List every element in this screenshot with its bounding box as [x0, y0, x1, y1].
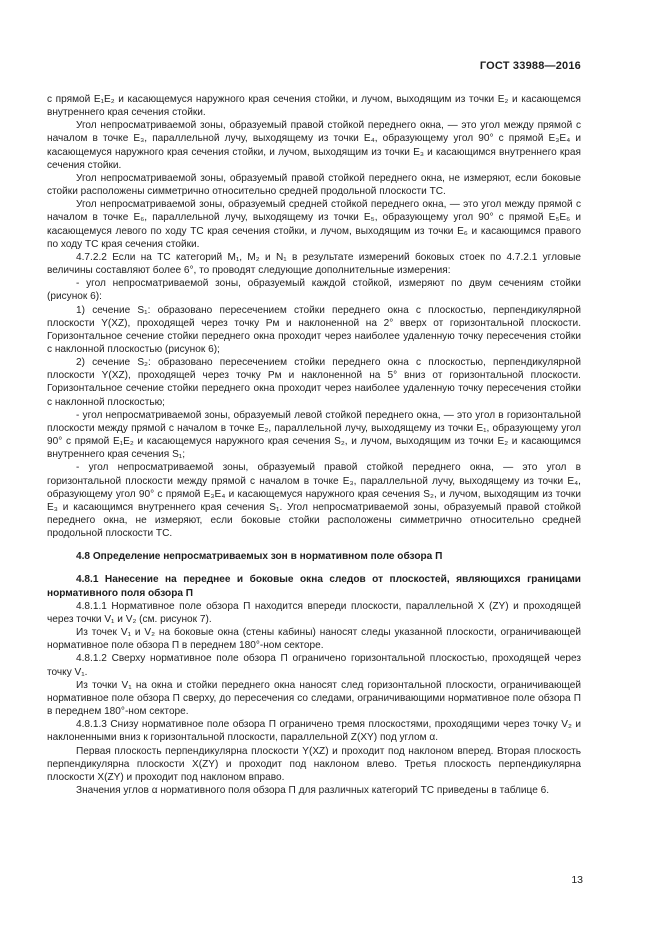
paragraph: 4.7.2.2 Если на ТС категорий M₁, M₂ и N₁ в результате измерений боковых стоек по 4.7.2.1 угловые величины составляют более 6°, то проводят следующие дополнительные измерения:: [47, 251, 581, 277]
paragraph: 4.8.1.3 Снизу нормативное поле обзора П ограничено тремя плоскостями, проходящими через точку V₂ и наклоненными вниз к горизонтальной плоскости, параллельной Z(XY) под углом α.: [47, 719, 581, 744]
paragraph: Угол непросматриваемой зоны, образуемый средней стойкой переднего окна, — это угол между прямой с началом в точке E₆, параллельной лучу, выходящему из точки E₅, образующему угол 90° с прямой E₅E₆ и касающемуся левого по ходу ТС края сечения стойки, и лучом, выходящим из точки E₆ и касающимся правого по ходу ТС края сечения стойки.: [47, 199, 581, 250]
paragraph: 4.8.1.2 Сверху нормативное поле обзора П ограничено горизонтальной плоскостью, проходящей через точку V₁.: [47, 653, 581, 678]
list-item: 2) сечение S₂: образовано пересечением стойки переднего окна с плоскостью, перпендикулярной плоскости Y(XZ), проходящей через точку Pм и наклоненной на 5° вниз от горизонтальной плоскости. Горизонтальное сечение стойки переднего окна проходит через наиболее удаленную точку пересечения стойки с наклонной плоскостью;: [47, 357, 581, 408]
paragraph: Из точек V₁ и V₂ на боковые окна (стены кабины) наносят следы указанной плоскости, ограничивающей нормативное поле обзора П в переднем 180°-ном секторе.: [47, 627, 581, 652]
page-number: 13: [571, 874, 583, 886]
paragraph: Значения углов α нормативного поля обзора П для различных категорий ТС приведены в таблице 6.: [76, 784, 550, 796]
paragraph: Первая плоскость перпендикулярна плоскости Y(XZ) и проходит под наклоном вперед. Вторая плоскость перпендикулярна плоскости X(ZY) и проходит под наклоном влево. Третья плоскость перпендикулярна плоскости X(ZY) и проходит под наклоном вправо.: [47, 745, 581, 783]
paragraph: Угол непросматриваемой зоны, образуемый правой стойкой переднего окна, — это угол между прямой с началом в точке E₃, параллельной лучу, выходящему из точки E₄, образующему угол 90° с прямой E₃E₄ и касающемуся наружного края сечения стойки, и лучом, выходящим из точки E₃ и касающимся внутреннего края сечения стойки.: [47, 120, 581, 171]
list-item: - угол непросматриваемой зоны, образуемый правой стойкой переднего окна, — это угол в горизонтальной плоскости между прямой с началом в точке E₃, параллельной лучу, выходящему из точки E₄, образующему угол 90° с прямой E₃E₄ и касающемуся наружного края сечения S₂, и лучом, выходящим из точки E₃ и касающимся внутреннего края сечения S₁. Угол непросматриваемой зоны, образуемый правой стойкой переднего окна, не измеряют, если боковые стойки расположены симметрично относительно средней продольной плоскости ТС.: [47, 462, 581, 540]
paragraph: Из точки V₁ на окна и стойки переднего окна наносят след горизонтальной плоскости, ограничивающей нормативное поле обзора П сверху, до пересечения со следами, ограничивающими нормативное поле обзора П в переднем 180°-ном секторе.: [47, 679, 581, 718]
list-item: - угол непросматриваемой зоны, образуемый левой стойкой переднего окна, — это угол в горизонтальной плоскости между прямой с началом в точке E₂, параллельной лучу, выходящему из точки E₁, образующему угол 90° с прямой E₁E₂ и касающемуся наружного края сечения S₂, и лучом, выходящим из точки E₂ и касающимся внутреннего края сечения S₁;: [47, 409, 581, 461]
paragraph: Угол непросматриваемой зоны, образуемый правой стойкой переднего окна, не измеряют, если боковые стойки расположены симметрично относительно средней продольной плоскости ТС.: [47, 172, 581, 198]
body-text: [47, 93, 581, 797]
paragraph: с прямой E₁E₂ и касающемуся наружного края сечения стойки, и лучом, выходящим из точки E₂ и касающемся внутреннего края сечения стойки.: [47, 94, 581, 119]
subsection-heading: 4.8.1 Нанесение на переднее и боковые окна следов от плоскостей, являющихся границами нормативного поля обзора П: [47, 574, 581, 599]
list-item: 1) сечение S₁: образовано пересечением стойки переднего окна с плоскостью, перпендикулярной плоскости Y(XZ), проходящей через точку Pм и наклоненной на 2° вверх от горизонтальной плоскости. Горизонтальное сечение стойки переднего окна проходит через наиболее удаленную точку пересечения стойки с наклонной плоскостью (рисунок 6);: [47, 304, 581, 355]
list-item: - угол непросматриваемой зоны, образуемый каждой стойкой, измеряют по двум сечениям стойки (рисунок 6):: [47, 278, 581, 303]
standard-number: ГОСТ 33988—2016: [479, 60, 581, 72]
section-heading: 4.8 Определение непросматриваемых зон в нормативном поле обзора П: [76, 551, 443, 563]
paragraph: 4.8.1.1 Нормативное поле обзора П находится впереди плоскости, параллельной X (ZY) и проходящей через точки V₁ и V₂ (см. рисунок 7).: [47, 600, 581, 625]
